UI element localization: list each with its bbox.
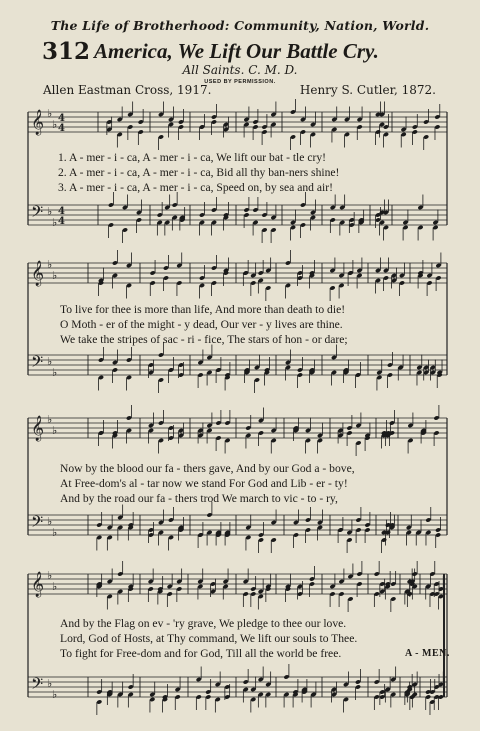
time-signature-bottom: 4 (58, 216, 65, 227)
author-credit: Allen Eastman Cross, 1917. (43, 83, 212, 97)
lyric-line: We take the stripes of sac - ri - fice, The stars of hon - or dare; (60, 333, 348, 346)
flat-icon: ♭ (52, 118, 58, 131)
lyric-line: And by the road our fa - thers trod We march to vic - to - ry, (60, 492, 338, 505)
bass-clef-icon: 𝄢 (31, 203, 44, 225)
bass-clef-icon: 𝄢 (31, 675, 44, 697)
time-signature-bottom: 4 (58, 123, 65, 134)
treble-clef-icon: 𝄞 (31, 416, 45, 441)
treble-clef-icon: 𝄞 (31, 261, 45, 286)
time-signature-top: 4 (58, 206, 65, 217)
lyric-line: And by the Flag on ev - 'ry grave, We pledge to thee our love. (60, 617, 347, 630)
flat-icon: ♭ (47, 677, 53, 690)
flat-icon: ♭ (47, 569, 53, 582)
flat-icon: ♭ (52, 526, 58, 539)
permission-note: USED BY PERMISSION. (204, 79, 276, 85)
lyric-line: Lord, God of Hosts, at Thy command, We lift our souls to Thee. (60, 632, 358, 645)
amen-text: A - MEN. (405, 648, 450, 659)
bass-clef-icon: 𝄢 (31, 513, 44, 535)
treble-clef-icon: 𝄞 (31, 110, 45, 135)
flat-icon: ♭ (52, 424, 58, 437)
flat-icon: ♭ (52, 269, 58, 282)
flat-icon: ♭ (47, 258, 53, 271)
section-heading: The Life of Brotherhood: Community, Nation, World. (50, 18, 430, 33)
lyric-line: To fight for Free-dom and for God, Till all the world be free. (60, 647, 342, 660)
flat-icon: ♭ (47, 205, 53, 218)
flat-icon: ♭ (52, 688, 58, 701)
flat-icon: ♭ (52, 216, 58, 229)
lyric-line: At Free-dom's al - tar now we stand For God and Lib - er - ty! (60, 477, 348, 490)
flat-icon: ♭ (47, 107, 53, 120)
tune-name: All Saints. C. M. D. (182, 63, 298, 77)
lyric-line: 2. A - mer - i - ca, A - mer - i - ca, Bid all thy ban-ners shine! (58, 166, 340, 179)
hymn-title: America, We Lift Our Battle Cry. (94, 39, 379, 63)
lyric-line: 3. A - mer - i - ca, A - mer - i - ca, Speed on, by sea and air! (58, 181, 333, 194)
flat-icon: ♭ (52, 366, 58, 379)
flat-icon: ♭ (52, 580, 58, 593)
flat-icon: ♭ (47, 355, 53, 368)
lyric-line: 1. A - mer - i - ca, A - mer - i - ca, We lift our bat - tle cry! (58, 151, 326, 164)
treble-clef-icon: 𝄞 (31, 572, 45, 597)
lyric-line: To live for thee is more than life, And more than death to die! (60, 303, 346, 316)
flat-icon: ♭ (47, 515, 53, 528)
flat-icon: ♭ (47, 413, 53, 426)
lyric-line: Now by the blood our fa - thers gave, And by our God a - bove, (60, 462, 355, 475)
composer-credit: Henry S. Cutler, 1872. (299, 83, 436, 97)
bass-clef-icon: 𝄢 (31, 353, 44, 375)
time-signature-top: 4 (58, 113, 65, 124)
hymn-number: 312 (42, 38, 91, 65)
lyric-line: O Moth - er of the might - y dead, Our ver - y lives are thine. (60, 318, 343, 331)
